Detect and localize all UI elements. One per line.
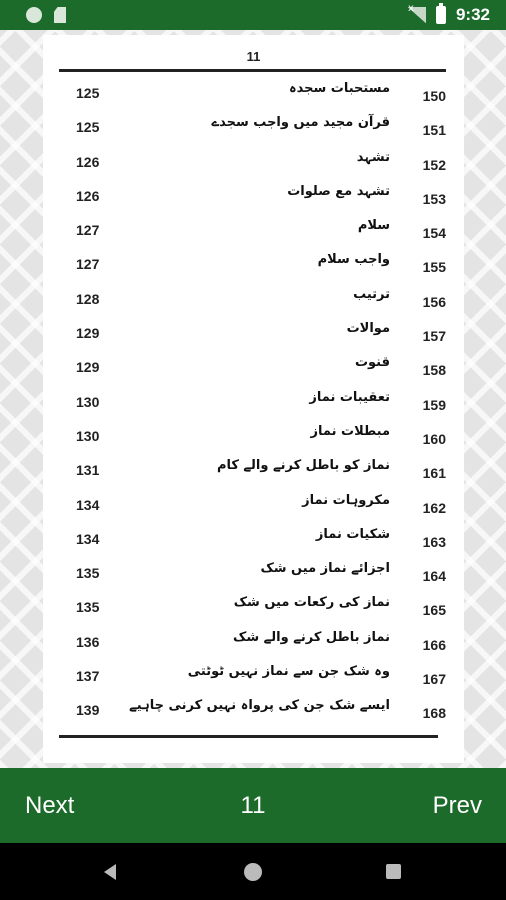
- toc-row: [43, 491, 464, 525]
- toc-page-number: 127: [76, 222, 100, 239]
- toc-item-number: 151: [422, 122, 446, 139]
- toc-title: نماز کو باطل کرنے والے کام: [216, 458, 390, 474]
- toc-title: واجب سلام: [317, 252, 390, 268]
- toc-row: [43, 696, 464, 730]
- page-header-number: 11: [246, 49, 261, 64]
- toc-item-number: 156: [422, 293, 446, 310]
- toc-title: تشہد مع صلوات: [287, 183, 390, 199]
- home-icon[interactable]: [244, 863, 262, 881]
- toc-page-number: 130: [76, 427, 100, 444]
- toc-item-number: 153: [422, 190, 446, 207]
- toc-row: [43, 456, 464, 490]
- signal-icon: [408, 7, 426, 23]
- toc-row: [43, 559, 464, 593]
- toc-row: [43, 319, 464, 353]
- toc-page-number: 135: [76, 599, 100, 616]
- toc-page-number: 130: [76, 393, 100, 410]
- toc-item-number: 160: [422, 430, 446, 447]
- toc-page-number: 131: [76, 462, 100, 479]
- toc-item-number: 167: [422, 671, 446, 688]
- toc-item-number: 164: [422, 568, 446, 585]
- toc-title: تعقیبات نماز: [309, 389, 390, 405]
- toc-title: نماز باطل کرنے والے شک: [233, 629, 390, 645]
- bottom-rule: [59, 735, 438, 738]
- status-right: [408, 5, 490, 25]
- toc-item-number: 154: [422, 225, 446, 242]
- prev-button[interactable]: Prev: [432, 792, 482, 819]
- toc-page-number: 137: [76, 668, 100, 685]
- current-page-number: 11: [240, 792, 266, 819]
- next-button[interactable]: Next: [25, 792, 75, 819]
- toc-page-number: 139: [76, 702, 100, 719]
- toc-row: [43, 285, 464, 319]
- notification-dot-icon: [26, 7, 42, 23]
- toc-page-number: 125: [76, 119, 100, 136]
- toc-page-number: 129: [76, 325, 100, 342]
- toc-title: مبطلات نماز: [310, 423, 390, 439]
- back-icon[interactable]: [104, 864, 116, 880]
- toc-page-number: 128: [76, 290, 100, 307]
- toc-title: ایسے شک جن کی پرواہ نہیں کرنی چاہیے: [129, 698, 390, 714]
- sd-card-icon: [54, 7, 66, 23]
- toc-page-number: 129: [76, 359, 100, 376]
- toc-row: [43, 388, 464, 422]
- toc-title: ترتیب: [353, 286, 390, 302]
- toc-title: مستحبات سجدہ: [288, 81, 390, 96]
- toc-page-number: 125: [76, 85, 100, 101]
- toc-title: قرآن مجید میں واجب سجدے: [211, 115, 390, 131]
- book-page: [43, 35, 464, 763]
- toc-title: موالات: [346, 321, 390, 337]
- toc-title: سلام: [357, 218, 390, 234]
- toc-row: [43, 628, 464, 662]
- toc-item-number: 158: [422, 362, 446, 379]
- clock: 9:32: [455, 5, 490, 24]
- status-left: [26, 7, 66, 23]
- toc-item-number: 155: [422, 259, 446, 276]
- toc-row: [43, 250, 464, 284]
- toc-row: [43, 422, 464, 456]
- toc-row: [43, 79, 464, 113]
- toc-title: قنوت: [354, 355, 390, 371]
- toc-row: [43, 182, 464, 216]
- toc-item-number: 150: [422, 88, 446, 104]
- toc-item-number: 161: [422, 465, 446, 482]
- toc-row: [43, 216, 464, 250]
- reader-area[interactable]: [0, 30, 506, 768]
- toc-title: تشہد: [356, 149, 390, 165]
- toc-row: [43, 593, 464, 627]
- toc-item-number: 157: [422, 328, 446, 345]
- toc-row: [43, 662, 464, 696]
- toc-item-number: 163: [422, 533, 446, 550]
- toc-row: [43, 525, 464, 559]
- toc-page-number: 134: [76, 496, 100, 513]
- toc-row: [43, 148, 464, 182]
- toc-title: اجزائے نماز میں شک: [260, 561, 390, 577]
- status-bar: [0, 0, 506, 30]
- toc-title: مکروہات نماز: [302, 492, 390, 508]
- battery-icon: [436, 6, 446, 24]
- toc-item-number: 165: [422, 602, 446, 619]
- toc-page-number: 136: [76, 633, 100, 650]
- toc-title: نماز کی رکعات میں شک: [233, 595, 390, 611]
- toc-title: شکیات نماز: [315, 526, 390, 542]
- toc-item-number: 152: [422, 156, 446, 173]
- recents-icon[interactable]: [386, 864, 401, 879]
- toc-row: [43, 353, 464, 387]
- toc-item-number: 162: [422, 499, 446, 516]
- toc-item-number: 166: [422, 636, 446, 653]
- toc-page-number: 127: [76, 256, 100, 273]
- toc-row: [43, 113, 464, 147]
- toc-list: [43, 79, 464, 731]
- toc-item-number: 168: [422, 705, 446, 722]
- toc-item-number: 159: [422, 396, 446, 413]
- toc-page-number: 135: [76, 565, 100, 582]
- system-nav-bar: [0, 843, 506, 900]
- top-rule: [59, 69, 446, 72]
- toc-page-number: 126: [76, 187, 100, 204]
- toc-page-number: 126: [76, 153, 100, 170]
- toc-page-number: 134: [76, 530, 100, 547]
- page-nav-bar: [0, 768, 506, 843]
- toc-title: وہ شک جن سے نماز نہیں ٹوٹتی: [187, 664, 390, 680]
